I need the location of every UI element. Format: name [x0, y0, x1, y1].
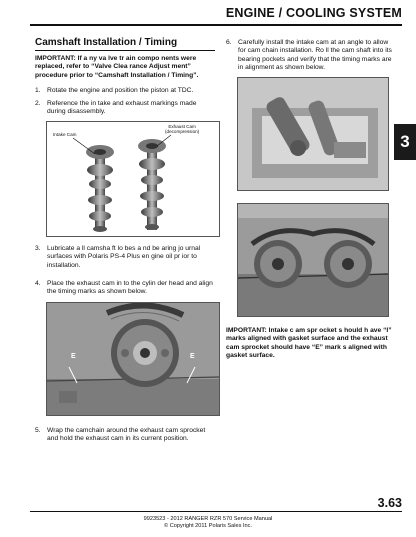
timing-mark-left: E	[71, 353, 76, 360]
title-rule	[35, 50, 215, 51]
important-note-2	[226, 327, 394, 361]
timing-marks-illustration	[238, 204, 388, 316]
exhaust-cam-label	[165, 124, 199, 134]
step-5	[35, 427, 215, 444]
step-text: Rotate the engine and position the piston at TDC.	[47, 87, 194, 94]
step-text: Carefully install the intake cam at an angle to allow for cam chain installation. Ro ll the cam shaft into its bearing pockets and verify that the timing marks are in alignment as shown below.	[238, 39, 392, 72]
step-text: Reference the in take and exhaust markings made during disassembly.	[47, 100, 197, 116]
important-text: If a ny va lve tr ain compo nents were replaced, refer to “Valve Clea rance Adjust ment” procedure prior to “Camshaft Installation / Timing”.	[35, 55, 199, 79]
footer-manual-line: 9923523 - 2012 RANGER RZR 570 Service Manual	[143, 516, 273, 522]
step-4	[35, 280, 215, 297]
important-lead: IMPORTANT:	[35, 55, 76, 62]
footer-rule	[30, 511, 402, 512]
step-text: Wrap the camchain around the exhaust cam sprocket and hold the exhaust cam in its current position.	[47, 427, 206, 443]
step-2	[35, 100, 215, 117]
intake-cam-label: Intake Cam	[53, 132, 77, 137]
important-text: Intake c am spr ocket s hould h ave “I” marks aligned with gasket surface and the exhaust cam sprocket should have “E” mark s aligned with gasket surface.	[226, 327, 392, 360]
intake-leader-line	[73, 138, 95, 154]
step-number: 6.	[226, 39, 232, 46]
timing-mark-right: E	[190, 353, 195, 360]
exhaust-cam-shape	[138, 139, 166, 230]
step-number: 3.	[35, 245, 41, 252]
header-title: ENGINE / COOLING SYSTEM	[225, 6, 402, 20]
intake-install-photo	[237, 77, 389, 191]
intake-sprocket	[254, 240, 302, 288]
cam-sprocket	[111, 319, 179, 387]
header-rule	[30, 24, 402, 26]
step-text: Lubricate a ll camsha ft lo bes a nd be aring jo urnal surfaces with Polaris PS-4 Plus en gine oil pr ior to installation.	[47, 245, 201, 269]
exhaust-cam-subtitle: (decompression)	[165, 129, 200, 134]
step-text: Place the exhaust cam in to the cylin der head and align the timing marks as shown below.	[47, 280, 213, 296]
step-number: 1.	[35, 87, 41, 94]
step-number: 5.	[35, 427, 41, 434]
step-number: 4.	[35, 280, 41, 287]
chapter-tab: 3	[394, 124, 416, 160]
section-title: Camshaft Installation / Timing	[35, 37, 178, 48]
important-lead: IMPORTANT:	[226, 327, 267, 334]
exhaust-sprocket	[324, 240, 372, 288]
step-1	[35, 87, 215, 95]
timing-marks-photo	[237, 203, 389, 317]
intake-cam-shape	[86, 145, 114, 232]
step-number: 2.	[35, 100, 41, 107]
page-number: 3.63	[377, 496, 402, 510]
intake-install-illustration	[238, 78, 388, 190]
step-6	[226, 39, 394, 73]
camshaft-figure	[46, 121, 220, 237]
footer-copyright-line: © Copyright 2011 Polaris Sales Inc.	[164, 523, 252, 529]
step-3	[35, 245, 215, 270]
important-note	[35, 55, 215, 80]
camshaft-illustration	[47, 122, 219, 236]
exhaust-cam-title: Exhaust Cam	[168, 124, 196, 129]
exhaust-cam-photo	[46, 302, 220, 416]
